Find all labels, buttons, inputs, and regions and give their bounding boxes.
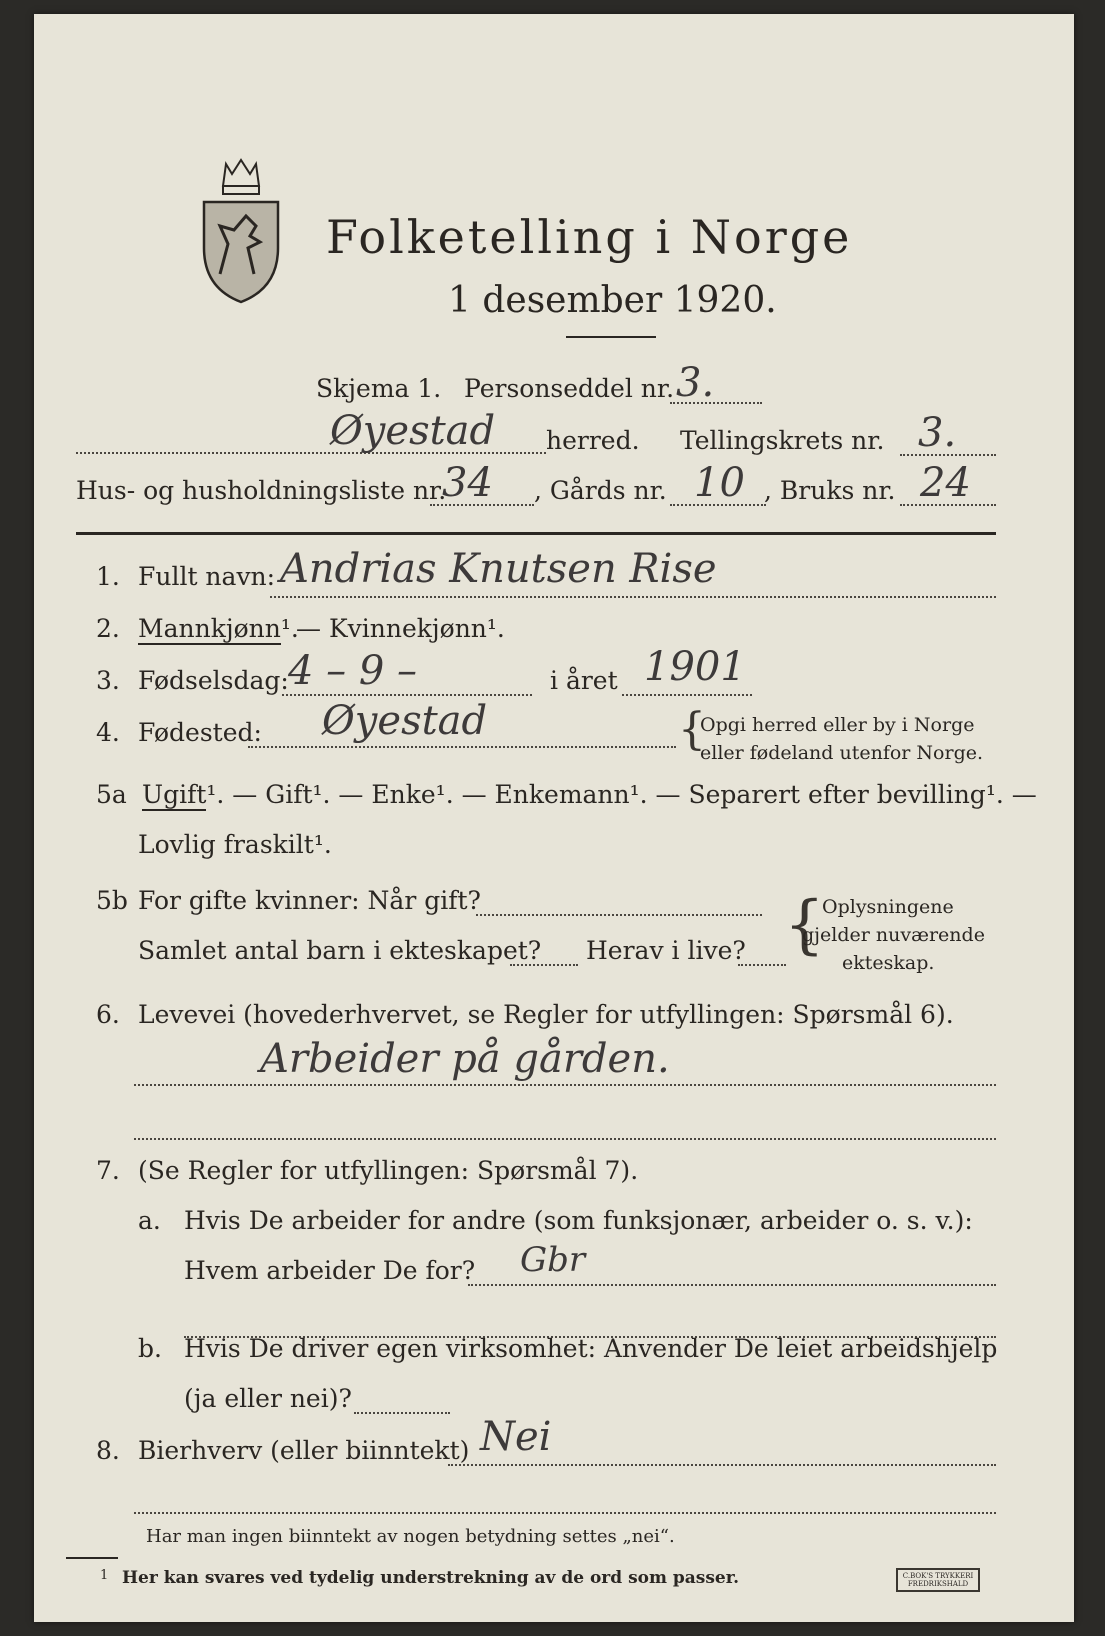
q4-brace: { xyxy=(678,704,706,755)
footnote-rule xyxy=(66,1557,118,1559)
birthplace-value: Øyestad xyxy=(322,698,488,744)
q4-line xyxy=(248,746,676,748)
footnote-mark: 1 xyxy=(100,1568,109,1583)
q3-number: 3. xyxy=(96,666,120,695)
census-form xyxy=(34,14,1074,1622)
q2-male: Mannkjønn¹. xyxy=(138,614,299,643)
q7a-label-2: Hvem arbeider De for? xyxy=(184,1256,476,1285)
q3-label: Fødselsdag: xyxy=(138,666,289,695)
footnote-text: Her kan svares ved tydelig understrekning av de ord som passer. xyxy=(122,1568,740,1588)
tellingskrets-value: 3. xyxy=(918,410,957,456)
q6-label: Levevei (hovederhvervet, se Regler for utfyllingen: Spørsmål 6). xyxy=(138,1000,954,1029)
q6-number: 6. xyxy=(96,1000,120,1029)
q7-number: 7. xyxy=(96,1156,120,1185)
bruks-value: 24 xyxy=(920,460,971,506)
husholdning-label: Hus- og husholdningsliste nr. xyxy=(76,476,447,505)
q7b-label: Hvis De driver egen virksomhet: Anvender De leiet arbeidshjelp xyxy=(184,1334,998,1363)
q5b-note-1: Oplysningene xyxy=(822,896,954,918)
q7a-label: Hvis De arbeider for andre (som funksjonær, arbeider o. s. v.): xyxy=(184,1206,973,1235)
q4-note-1: Opgi herred eller by i Norge xyxy=(700,714,975,736)
full-name-value: Andrias Knutsen Rise xyxy=(280,546,717,592)
q4-number: 4. xyxy=(96,718,120,747)
q4-note-2: eller fødeland utenfor Norge. xyxy=(700,742,984,764)
q7a-number: a. xyxy=(138,1206,161,1235)
census-date: 1 desember 1920. xyxy=(448,280,777,321)
q5b-label-2: Samlet antal barn i ekteskapet? xyxy=(138,936,542,965)
q3-year-label: i året xyxy=(550,666,618,695)
personseddel-value: 3. xyxy=(676,360,715,406)
q8-line-1 xyxy=(448,1464,996,1466)
q5b-married-line xyxy=(476,914,762,916)
q2-number: 2. xyxy=(96,614,120,643)
q5a-options: Ugift¹. — Gift¹. — Enke¹. — Enkemann¹. — Separert efter bevilling¹. — xyxy=(142,780,1037,809)
gards-label: , Gårds nr. xyxy=(534,476,667,505)
employer-value: Gbr xyxy=(520,1240,586,1280)
occupation-value: Arbeider på gården. xyxy=(260,1036,670,1082)
q3-day-line xyxy=(282,694,532,696)
q8-label: Bierhverv (eller biinntekt) xyxy=(138,1436,470,1465)
q5b-brace: { xyxy=(784,888,825,962)
coat-of-arms-icon xyxy=(198,154,284,304)
q7b-number: b. xyxy=(138,1334,162,1363)
header-divider xyxy=(76,532,996,535)
bruks-label: , Bruks nr. xyxy=(764,476,896,505)
q5b-alive-line xyxy=(738,964,786,966)
personseddel-label: Personseddel nr. xyxy=(464,374,675,403)
herred-value: Øyestad xyxy=(330,408,496,454)
q7b-label-2: (ja eller nei)? xyxy=(184,1384,352,1413)
form-title: Folketelling i Norge xyxy=(326,210,853,264)
birth-year-value: 1901 xyxy=(644,644,746,690)
q7a-line-1 xyxy=(468,1284,996,1286)
q3-year-line xyxy=(622,694,752,696)
q1-line xyxy=(270,596,996,598)
q1-label: Fullt navn: xyxy=(138,562,276,591)
birthday-value: 4 – 9 – xyxy=(288,648,418,694)
q6-line-1 xyxy=(134,1084,996,1086)
q2-female: — Kvinnekjønn¹. xyxy=(296,614,505,643)
q5b-label-3: Herav i live? xyxy=(586,936,746,965)
gards-value: 10 xyxy=(694,460,745,506)
title-divider xyxy=(566,336,656,338)
q5a-line2: Lovlig fraskilt¹. xyxy=(138,830,332,859)
q6-line-2 xyxy=(134,1138,996,1140)
q5b-children-line xyxy=(510,964,578,966)
q5b-note-2: gjelder nuværende xyxy=(802,924,985,946)
q8-line-2 xyxy=(134,1512,996,1514)
husholdning-value: 34 xyxy=(442,460,493,506)
q8-note: Har man ingen biinntekt av nogen betydning settes „nei“. xyxy=(146,1526,675,1547)
q5b-number: 5b xyxy=(96,886,128,915)
q7b-line xyxy=(354,1412,450,1414)
schema-label: Skjema 1. xyxy=(316,374,442,403)
q7-label: (Se Regler for utfyllingen: Spørsmål 7). xyxy=(138,1156,639,1185)
q8-number: 8. xyxy=(96,1436,120,1465)
q4-label: Fødested: xyxy=(138,718,262,747)
printer-stamp: C.BOK'S TRYKKERI FREDRIKSHALD xyxy=(896,1568,980,1592)
q5b-label-1: For gifte kvinner: Når gift? xyxy=(138,886,481,915)
q5b-note-3: ekteskap. xyxy=(842,952,935,974)
q5a-number: 5a xyxy=(96,780,127,809)
tellingskrets-label: Tellingskrets nr. xyxy=(680,426,885,455)
side-income-value: Nei xyxy=(480,1414,552,1460)
herred-label: herred. xyxy=(546,426,640,455)
q1-number: 1. xyxy=(96,562,120,591)
